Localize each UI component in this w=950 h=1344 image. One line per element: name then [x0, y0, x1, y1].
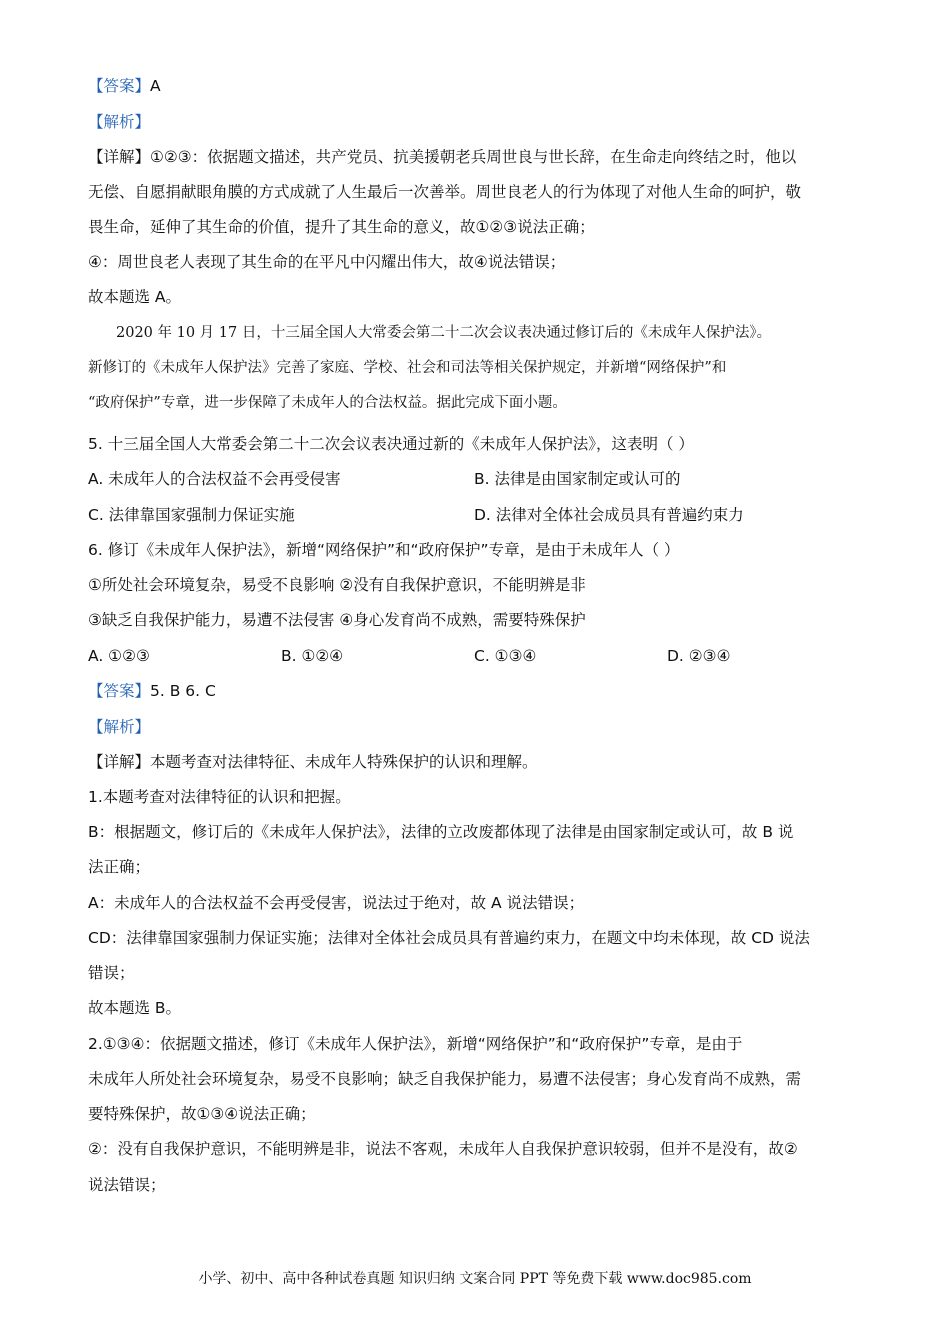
q5-option-a: A. 未成年人的合法权益不会再受侵害: [88, 470, 341, 488]
detail-line: 【详解】①②③：依据题文描述，共产党员、抗美援朝老兵周世良与世长辞，在生命走向终结之时，他以: [88, 148, 797, 166]
detail-line: 【详解】本题考查对法律特征、未成年人特殊保护的认识和理解。: [88, 753, 538, 771]
q5-option-b: B. 法律是由国家制定或认可的: [474, 470, 681, 488]
analysis-tag: 【解析】: [88, 718, 151, 736]
answer-tag: 【答案】: [88, 77, 151, 95]
question-6-stem: 6. 修订《未成年人保护法》，新增“网络保护”和“政府保护”专章，是由于未成年人（ ）: [88, 541, 680, 559]
q5-option-d: D. 法律对全体社会成员具有普遍约束力: [474, 506, 744, 524]
detail-line: A：未成年人的合法权益不会再受侵害，说法过于绝对，故 A 说法错误；: [88, 894, 585, 912]
material-line: “政府保护”专章，进一步保障了未成年人的合法权益。据此完成下面小题。: [88, 395, 567, 411]
detail-line: 故本题选 B。: [88, 999, 182, 1017]
detail-line: 说法错误；: [88, 1176, 166, 1194]
detail-line: B：根据题文，修订后的《未成年人保护法》，法律的立改废都体现了法律是由国家制定或认可，故 B 说: [88, 823, 794, 841]
q6-items-row: ③缺乏自我保护能力，易遭不法侵害 ④身心发育尚不成熟，需要特殊保护: [88, 611, 586, 629]
q6-option-b: B. ①②④: [281, 647, 344, 665]
detail-line: 无偿、自愿捐献眼角膜的方式成就了人生最后一次善举。周世良老人的行为体现了对他人生命的呵护，敬: [88, 183, 802, 201]
q6-option-c: C. ①③④: [474, 647, 537, 665]
detail-line: ②：没有自我保护意识，不能明辨是非，说法不客观，未成年人自我保护意识较弱，但并不是没有，故②: [88, 1140, 798, 1158]
q5-option-c: C. 法律靠国家强制力保证实施: [88, 506, 295, 524]
answer-tag: 【答案】: [88, 682, 151, 700]
detail-line: ④：周世良老人表现了其生命的在平凡中闪耀出伟大，故④说法错误；: [88, 253, 566, 271]
detail-line: 2.①③④：依据题文描述，修订《未成年人保护法》，新增“网络保护”和“政府保护”专章，是由于: [88, 1035, 743, 1053]
answer-line: [88, 681, 868, 701]
material-line: 2020 年 10 月 17 日，十三届全国人大常委会第二十二次会议表决通过修订后的《未成年人保护法》。: [116, 325, 772, 341]
footer-text: 小学、初中、高中各种试卷真题 知识归纳 文案合同 PPT 等免费下载 www.doc985.com: [198, 1271, 752, 1287]
detail-line: CD：法律靠国家强制力保证实施；法律对全体社会成员具有普遍约束力，在题文中均未体现，故 CD 说法: [88, 929, 810, 947]
detail-line: 畏生命，延伸了其生命的价值，提升了其生命的意义，故①②③说法正确；: [88, 218, 595, 236]
detail-line: 未成年人所处社会环境复杂，易受不良影响；缺乏自我保护能力，易遭不法侵害；身心发育尚不成熟，需: [88, 1070, 802, 1088]
q6-option-d: D. ②③④: [667, 647, 731, 665]
detail-line: 错误；: [88, 964, 135, 982]
answer-line: [88, 76, 868, 96]
detail-line: 1.本题考查对法律特征的认识和把握。: [88, 788, 351, 806]
analysis-tag: 【解析】: [88, 113, 151, 131]
material-line: 新修订的《未成年人保护法》完善了家庭、学校、社会和司法等相关保护规定，并新增“网络保护”和: [88, 360, 727, 376]
question-5-stem: 5. 十三届全国人大常委会第二十二次会议表决通过新的《未成年人保护法》，这表明（ ）: [88, 435, 694, 453]
answer-value: 5. B 6. C: [150, 682, 216, 700]
answer-value: A: [150, 77, 161, 95]
detail-line: 法正确；: [88, 858, 151, 876]
q6-items-row: ①所处社会环境复杂，易受不良影响 ②没有自我保护意识，不能明辨是非: [88, 576, 586, 594]
q6-option-a: A. ①②③: [88, 647, 150, 665]
detail-line: 故本题选 A。: [88, 288, 182, 306]
detail-line: 要特殊保护，故①③④说法正确；: [88, 1105, 316, 1123]
